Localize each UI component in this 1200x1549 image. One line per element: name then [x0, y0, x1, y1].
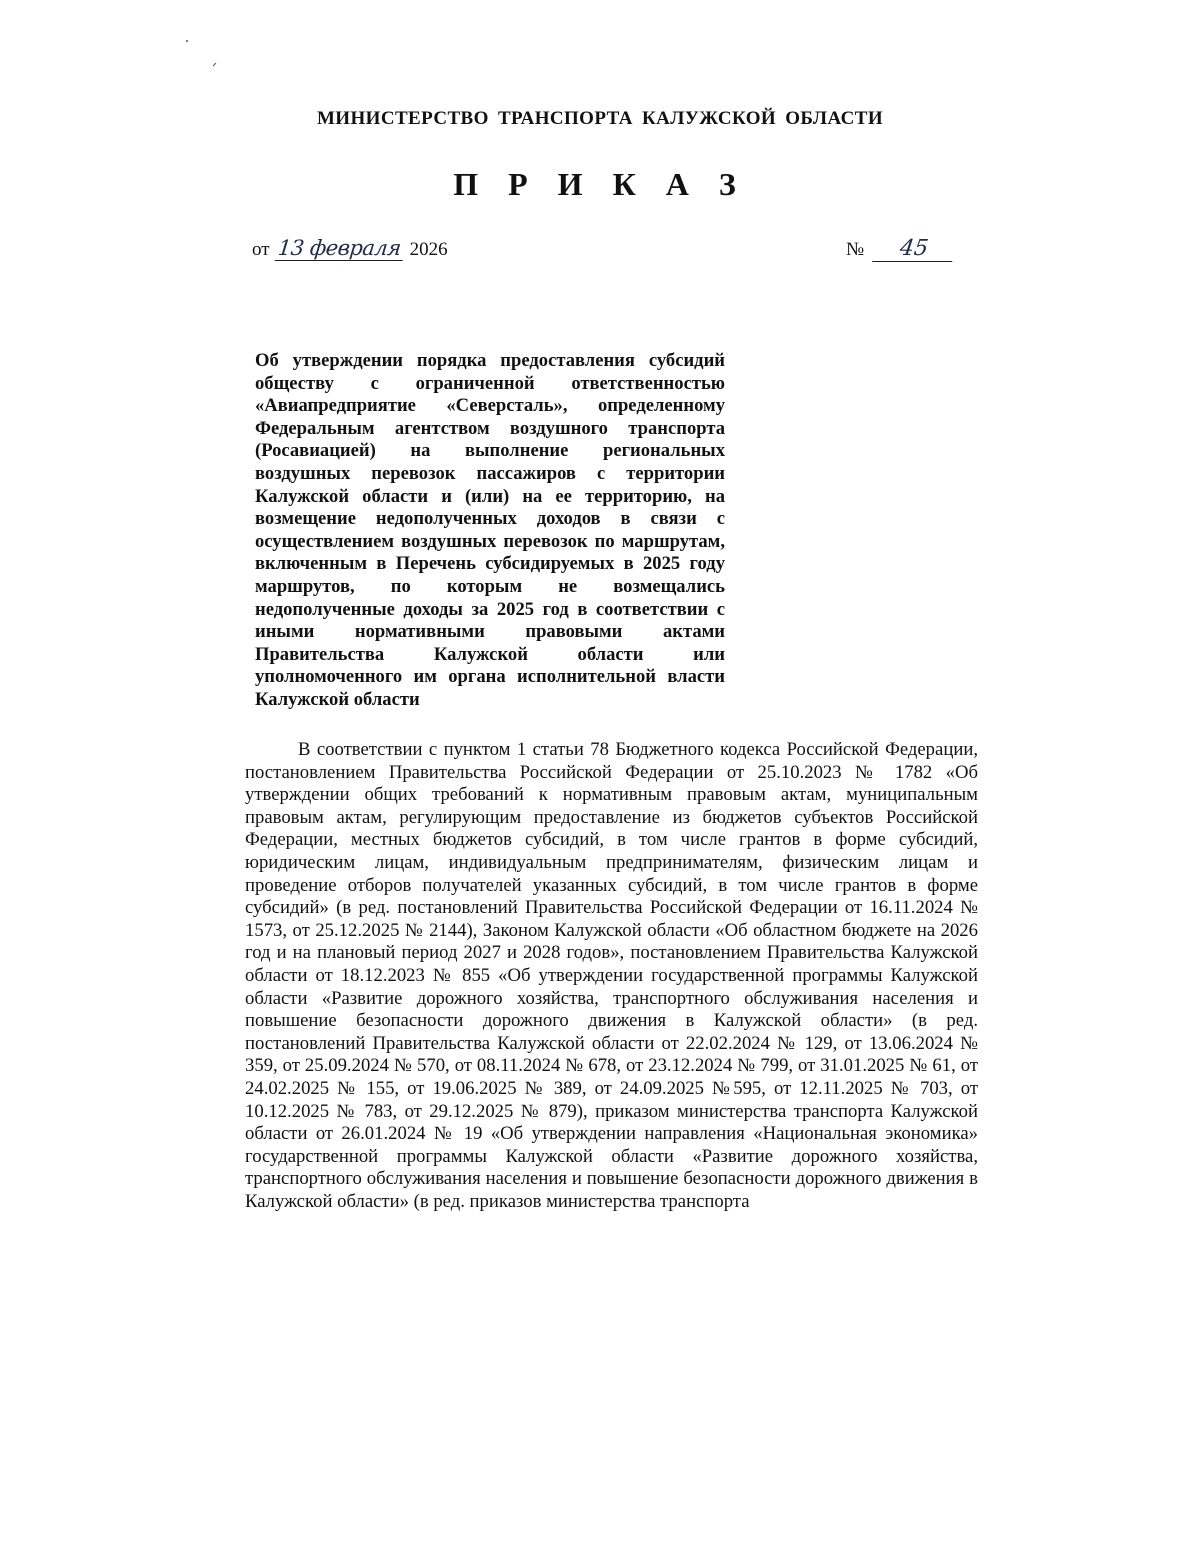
number-sign: № [846, 239, 865, 260]
document-title: П Р И К А З [453, 166, 747, 202]
body-paragraph: В соответствии с пунктом 1 статьи 78 Бюджетного кодекса Российской Федерации, постановлением Правительства Российской Федерации от 25.10.2023 № 1782 «Об утверждении общих требований к нормативным правовым актам, муниципальным правовым актам, регулирующим предоставление из бюджетов субъектов Российской Федерации, местных бюджетов субсидий, в том числе грантов в форме субсидий, юридическим лицам, индивидуальным предпринимателям, физическим лицам и проведение отборов получателей указанных субсидий, в том числе грантов в форме субсидий» (в ред. постановлений Правительства Российской Федерации от 16.11.2024 № 1573, от 25.12.2025 № 2144), Законом Калужской области «Об областном бюджете на 2026 год и на плановый период 2027 и 2028 годов», постановлением Правительства Калужской области от 18.12.2023 № 855 «Об утверждении государственной программы Калужской области «Развитие дорожного хозяйства, транспортного обслуживания населения и повышение безопасности дорожного движения в Калужской области» (в ред. постановлений Правительства Калужской области от 22.02.2024 № 129, от 13.06.2024 № 359, от 25.09.2024 № 570, от 08.11.2024 № 678, от 23.12.2024 № 799, от 31.01.2025 № 61, от 24.02.2025 № 155, от 19.06.2025 № 389, от 24.09.2025 №595, от 12.11.2025 № 703, от 10.12.2025 № 783, от 29.12.2025 № 879), приказом министерства транспорта Калужской области от 26.01.2024 № 19 «Об утверждении направления «Национальная экономика» государственной программы Калужской области «Развитие дорожного хозяйства, транспортного обслуживания населения и повышение безопасности дорожного движения в Калужской области» (в ред. приказов министерства транспорта [245, 739, 978, 1212]
date-year: 2026 [409, 239, 448, 260]
order-subject: Об утверждении порядка предоставления субсидий обществу с ограниченной ответственностью «Авиапредприятие «Северсталь», определенному Федеральным агентством воздушного транспорта (Росавиацией) на выполнение региональных воздушных перевозок пассажиров с территории Калужской области и (или) на ее территорию, на возмещение недополученных доходов в связи с осуществлением воздушных перевозок по маршрутам, включенным в Перечень субсидируемых в 2025 году маршрутов, по которым не возмещались недополученные доходы за 2025 год в соответствии с иными нормативными правовыми актами Правительства Калужской области или уполномоченного им органа исполнительной власти Калужской области [255, 350, 725, 710]
handwritten-date: 13 февраля [274, 236, 405, 261]
handwritten-number: 45 [872, 236, 956, 262]
date-prefix: от [252, 239, 270, 260]
number-line [846, 236, 954, 262]
date-line [252, 236, 448, 261]
ministry-name: МИНИСТЕРСТВО ТРАНСПОРТА КАЛУЖСКОЙ ОБЛАСТИ [316, 108, 884, 129]
scan-specks [180, 30, 240, 80]
